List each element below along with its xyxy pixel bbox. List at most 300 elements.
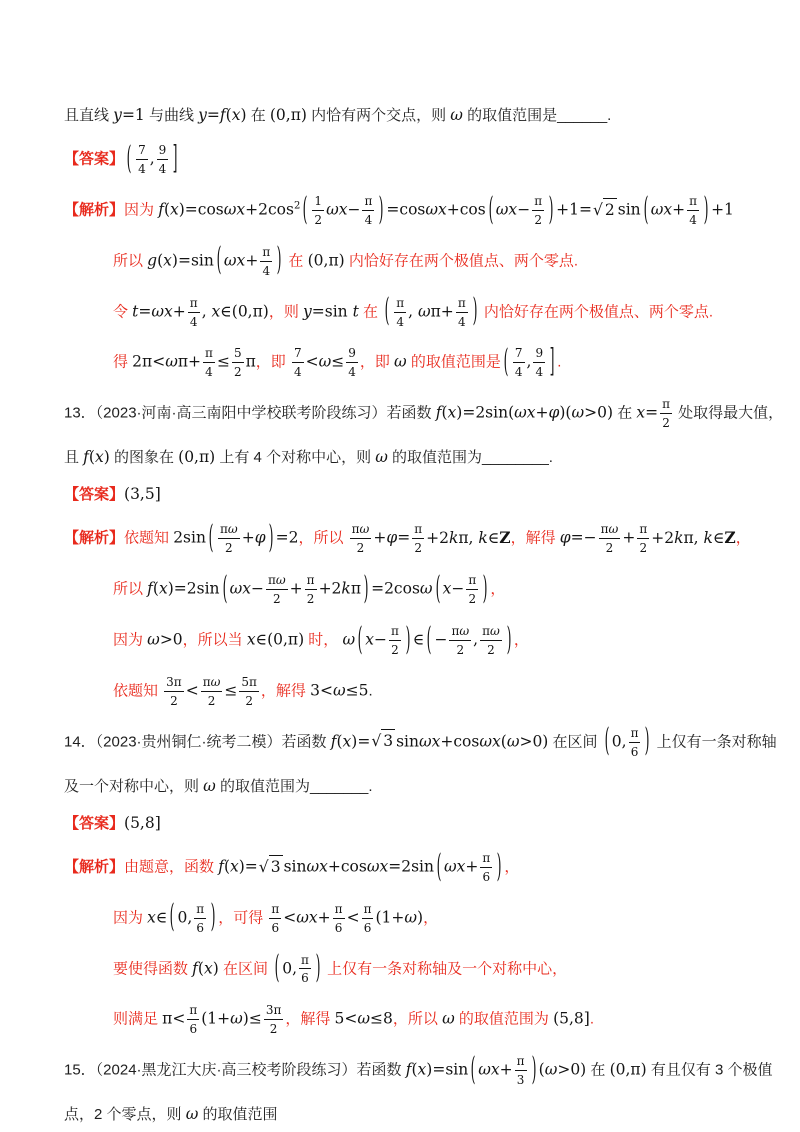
bracket: (: [470, 1050, 476, 1088]
math-run: [192, 959, 219, 977]
problem-statement: [64, 395, 784, 432]
math-run: [310, 682, 368, 700]
math-run: [326, 201, 360, 219]
math-token: ωx: [479, 732, 501, 751]
math-token: x: [342, 732, 352, 751]
numerator: [515, 1052, 527, 1070]
radical: [259, 855, 283, 879]
math-run: [138, 143, 146, 157]
text-red: ，: [423, 909, 439, 927]
math-run: [396, 315, 404, 329]
math-token: +: [499, 1060, 513, 1079]
math-token: 7: [293, 346, 302, 361]
math-token: 6: [189, 1022, 198, 1037]
math-token: 9: [348, 346, 356, 361]
fraction: [201, 673, 223, 710]
math-run: [394, 353, 407, 371]
math-run: [218, 858, 258, 876]
math-run: [365, 631, 387, 649]
math-run: [83, 448, 110, 466]
math-run: [294, 365, 302, 379]
math-token: x: [94, 448, 104, 467]
numerator: [232, 344, 244, 362]
math-token: 2: [534, 212, 542, 227]
math-token: f: [83, 448, 89, 467]
math-token: 2π<: [132, 353, 166, 372]
math-run: [534, 194, 542, 208]
math-run: [307, 592, 315, 606]
math-token: π+: [177, 353, 202, 372]
math-run: [266, 1003, 282, 1017]
math-token: +cos: [327, 857, 367, 876]
math-token: ω: [442, 1009, 455, 1028]
radicand: [269, 855, 283, 878]
math-token: (: [88, 448, 95, 467]
math-token: π: [205, 346, 213, 361]
numerator: [305, 571, 317, 589]
math-token: (: [336, 732, 343, 751]
fraction: [456, 294, 468, 331]
radical-sign-icon: √: [592, 200, 603, 219]
math-token: 4: [364, 212, 373, 227]
fraction: [362, 192, 374, 229]
numerator: [218, 520, 240, 538]
math-token: f: [192, 959, 198, 978]
math-token: ω: [571, 403, 585, 422]
math-run: [515, 365, 523, 379]
math-token: (0,π): [269, 106, 307, 124]
math-token: 3: [516, 1073, 525, 1088]
numerator: [480, 622, 502, 640]
math-token: +2: [426, 529, 449, 548]
math-token: 6: [271, 920, 280, 935]
analysis-line: [64, 344, 748, 381]
math-run: [178, 448, 215, 466]
math-token: 6: [482, 869, 491, 884]
text-red: 的取值范围为: [454, 1010, 554, 1028]
math-token: π: [364, 194, 373, 208]
math-token: k: [448, 529, 459, 548]
text: 13．（2023·河南·高三南阳中学校联考阶段练习）若函数: [64, 404, 436, 422]
math-token: φ: [386, 529, 398, 548]
math-run: [539, 1061, 587, 1079]
math-run: [483, 870, 491, 884]
bracket: ]: [549, 342, 555, 380]
math-token: Z: [499, 528, 511, 548]
math-run: [414, 541, 422, 555]
fraction: [515, 1052, 527, 1089]
math-token: (0,π): [307, 251, 345, 270]
math-token: ): [417, 908, 424, 927]
answer-line: [64, 812, 748, 835]
bracket: (: [302, 190, 308, 228]
math-token: x: [417, 1060, 427, 1079]
math-token: 4: [293, 365, 302, 380]
math-run: [196, 902, 204, 916]
fraction: [513, 344, 525, 381]
math-run: [186, 1105, 199, 1123]
math-run: [473, 631, 478, 649]
math-run: [272, 921, 280, 935]
math-token: =2sin: [388, 857, 434, 876]
math-token: +2: [318, 579, 342, 598]
text: ________.: [482, 449, 553, 467]
math-token: )=: [351, 732, 371, 751]
fraction: [533, 344, 545, 381]
denominator: [232, 362, 244, 381]
bracket: ): [506, 620, 512, 658]
math-token: k: [341, 579, 351, 598]
math-token: =2: [275, 529, 299, 548]
text: .: [368, 682, 373, 700]
math-token: 4: [396, 314, 404, 329]
text: 的取值范围为: [387, 449, 483, 467]
analysis-line: [64, 622, 748, 659]
math-run: [478, 1061, 512, 1079]
math-token: 7: [138, 143, 146, 158]
math-token: π: [390, 624, 399, 639]
numerator: [350, 520, 372, 538]
math-run: [271, 858, 281, 876]
math-token: ≤: [331, 353, 345, 372]
math-token: (: [223, 857, 230, 876]
numerator: [412, 520, 424, 538]
math-token: (: [163, 200, 170, 219]
analysis-line: [64, 900, 748, 937]
math-token: +: [535, 403, 549, 422]
problem-statement: [64, 446, 748, 469]
math-token: x: [170, 200, 179, 219]
text-red: 依题知: [124, 530, 174, 548]
math-token: Z: [724, 528, 736, 548]
math-run: [314, 213, 322, 227]
math-token: π: [267, 573, 276, 588]
math-run: [147, 251, 214, 269]
math-run: [202, 302, 269, 320]
math-token: x: [447, 403, 457, 422]
math-run: [618, 201, 641, 219]
fraction: [599, 520, 621, 557]
math-token: sin: [396, 732, 419, 751]
numerator: [513, 344, 525, 362]
numerator: [456, 294, 468, 312]
math-token: ω: [419, 579, 433, 598]
math-token: 7: [514, 346, 523, 361]
bracket: (: [643, 190, 649, 228]
math-run: [276, 529, 299, 547]
math-token: ∈: [412, 630, 425, 649]
math-token: =sin: [311, 302, 353, 321]
math-token: ω: [210, 674, 221, 689]
math-token: k: [703, 529, 713, 548]
math-run: [487, 643, 495, 657]
math-run: [601, 522, 619, 536]
text-red: ，: [513, 631, 529, 649]
denominator: [513, 362, 525, 381]
math-token: (: [538, 1060, 545, 1079]
radicand: [603, 198, 617, 221]
math-token: ω: [459, 624, 470, 639]
analysis-line: [64, 1001, 748, 1038]
text: 在: [246, 107, 270, 124]
superscript: 2: [293, 200, 301, 212]
math-token: +: [289, 579, 303, 598]
math-run: [436, 404, 613, 422]
math-run: [132, 353, 201, 371]
text: 且: [64, 449, 84, 467]
denominator: [239, 691, 259, 710]
numerator: [389, 622, 401, 640]
text-red: .: [557, 354, 562, 372]
math-token: ωx: [223, 200, 246, 219]
math-run: [147, 580, 219, 598]
math-run: [158, 201, 294, 219]
math-token: π: [189, 295, 198, 310]
math-run: [451, 624, 469, 638]
numerator: [292, 344, 304, 362]
math-token: =: [138, 302, 152, 321]
math-token: π: [662, 397, 671, 412]
math-token: <: [346, 908, 360, 927]
math-run: [408, 302, 454, 320]
math-token: ≤: [216, 353, 230, 372]
math-token: 2: [487, 642, 495, 657]
fraction: [157, 141, 169, 178]
text-red: ，: [504, 858, 520, 876]
math-token: ω: [489, 624, 500, 639]
math-run: [426, 529, 511, 547]
bracket: ): [496, 847, 502, 885]
math-run: [186, 682, 199, 700]
bracket: ): [378, 190, 384, 228]
math-run: [335, 921, 343, 935]
bracket: (: [426, 620, 432, 658]
math-token: π: [334, 901, 343, 916]
bracket: ): [276, 241, 282, 279]
math-run: [553, 1010, 590, 1028]
radical: [371, 729, 395, 753]
math-run: [444, 858, 478, 876]
math-run: [371, 580, 432, 598]
math-run: [270, 1022, 278, 1036]
math-run: [535, 346, 543, 360]
math-run: [270, 106, 307, 124]
math-token: ω: [275, 573, 286, 588]
math-run: [319, 580, 361, 598]
math-token: 2sin: [173, 529, 206, 548]
math-token: <: [305, 353, 319, 372]
math-token: ωx: [229, 579, 251, 598]
math-token: x: [636, 403, 646, 422]
math-token: 4: [262, 263, 271, 278]
math-token: 2: [273, 592, 281, 607]
math-token: π: [301, 952, 309, 967]
math-token: f: [435, 403, 442, 422]
math-token: =1: [121, 106, 145, 124]
fraction: [269, 900, 281, 937]
denominator: [266, 589, 288, 608]
bracket: ): [405, 620, 411, 658]
math-token: 6: [301, 971, 309, 986]
math-run: [383, 732, 393, 750]
math-token: f: [218, 857, 224, 876]
math-token: <: [185, 681, 199, 700]
math-token: π,: [683, 529, 704, 548]
math-token: 4: [689, 212, 697, 227]
bracket: (: [170, 898, 175, 936]
math-run: [335, 902, 343, 916]
math-run: [468, 592, 476, 606]
math-token: 9: [535, 346, 544, 361]
numerator: [533, 344, 545, 362]
math-token: =cos: [386, 200, 426, 219]
math-token: 2: [604, 200, 615, 219]
analysis-line: [64, 948, 748, 988]
math-token: (1+: [201, 1009, 231, 1028]
numerator: [260, 243, 272, 261]
text: 处取得最大值，: [674, 404, 784, 422]
math-run: [246, 353, 256, 371]
math-run: [290, 580, 303, 598]
math-run: [482, 851, 490, 865]
math-token: <: [283, 908, 297, 927]
math-token: +: [622, 529, 636, 548]
math-token: π: [457, 295, 466, 310]
fraction: [136, 141, 148, 178]
text: 内恰有两个交点，则: [306, 107, 451, 124]
bracket: ): [645, 722, 650, 760]
math-run: [301, 971, 309, 985]
denominator: [333, 918, 345, 937]
math-token: 3<: [310, 681, 333, 700]
analysis-line: [64, 571, 748, 608]
math-run: [342, 631, 355, 649]
math-token: +2cos: [245, 200, 294, 219]
math-run: [622, 529, 635, 547]
denominator: [532, 210, 544, 229]
numerator: [637, 520, 649, 538]
math-token: ω: [203, 776, 216, 795]
math-run: [205, 365, 213, 379]
math-run: [612, 732, 627, 750]
text: 在: [586, 1061, 610, 1079]
fraction: [449, 622, 471, 659]
fraction: [264, 1001, 284, 1038]
text-red: 所以: [113, 580, 148, 598]
numerator: [362, 192, 374, 210]
math-token: +: [317, 908, 331, 927]
math-token: ω: [318, 353, 332, 372]
math-token: 0,: [282, 959, 297, 978]
math-token: 4: [535, 365, 544, 380]
bracket: (: [222, 569, 227, 607]
denominator: [164, 691, 184, 710]
numerator: [157, 141, 169, 159]
math-token: (: [441, 403, 448, 422]
math-run: [294, 346, 302, 360]
math-token: y: [198, 106, 207, 124]
math-run: [386, 201, 485, 219]
math-token: π: [414, 522, 423, 537]
analysis-line: [64, 192, 748, 229]
denominator: [194, 918, 206, 937]
math-run: [273, 592, 281, 606]
math-run: [496, 201, 530, 219]
fraction: [389, 622, 401, 659]
math-token: π: [350, 579, 362, 598]
math-run: [224, 251, 258, 269]
math-token: )≤: [242, 1009, 262, 1028]
math-token: π: [202, 674, 211, 689]
math-token: ωx: [366, 857, 389, 876]
math-token: π: [600, 522, 609, 537]
math-run: [639, 541, 647, 555]
math-token: g: [147, 251, 158, 270]
math-run: [159, 162, 167, 176]
math-token: ω: [608, 522, 619, 537]
fraction: [394, 294, 406, 331]
math-token: 2: [456, 642, 465, 657]
math-run: [434, 631, 447, 649]
math-token: (5,8]: [124, 813, 161, 832]
math-token: 5<: [334, 1009, 358, 1028]
text: 上有 4 个对称中心，则: [215, 449, 376, 467]
text-red: 内恰好存在两个极值点、两个零点.: [344, 252, 579, 270]
math-run: [189, 1003, 197, 1017]
math-token: π: [630, 725, 639, 740]
denominator: [346, 362, 358, 381]
text: 的取值范围: [198, 1105, 278, 1123]
denominator: [449, 640, 471, 659]
math-token: ωx: [296, 908, 318, 927]
radical-sign-icon: √: [371, 732, 382, 751]
math-token: x: [158, 579, 168, 598]
text-red: ，: [735, 530, 751, 548]
math-run: [190, 296, 198, 310]
answer-line: [64, 141, 748, 178]
math-token: 6: [196, 920, 205, 935]
math-run: [262, 264, 270, 278]
bracket: (: [503, 342, 509, 380]
math-run: [450, 106, 463, 124]
numerator: [239, 673, 259, 691]
text: 的取值范围为: [215, 777, 310, 795]
math-run: [306, 353, 345, 371]
numerator: [269, 900, 281, 918]
math-token: 4: [205, 365, 213, 380]
math-token: ωx: [306, 857, 328, 876]
math-run: [203, 675, 221, 689]
math-token: ∈: [487, 529, 500, 548]
math-token: ≤8: [370, 1009, 393, 1028]
math-run: [132, 302, 186, 320]
math-token: ,: [149, 149, 155, 168]
text-red: 因为: [113, 631, 148, 649]
numerator: [466, 571, 478, 589]
math-run: [189, 1022, 197, 1036]
math-token: 4: [514, 365, 523, 380]
math-token: ω: [506, 732, 520, 751]
math-token: ωx: [495, 200, 518, 219]
math-run: [442, 1010, 455, 1028]
math-token: π: [351, 522, 360, 537]
math-token: π: [189, 1003, 198, 1018]
denominator: [136, 159, 148, 178]
math-token: π: [451, 624, 460, 639]
math-token: 6: [363, 920, 372, 935]
math-token: ω: [394, 353, 407, 372]
math-token: π: [482, 624, 490, 639]
